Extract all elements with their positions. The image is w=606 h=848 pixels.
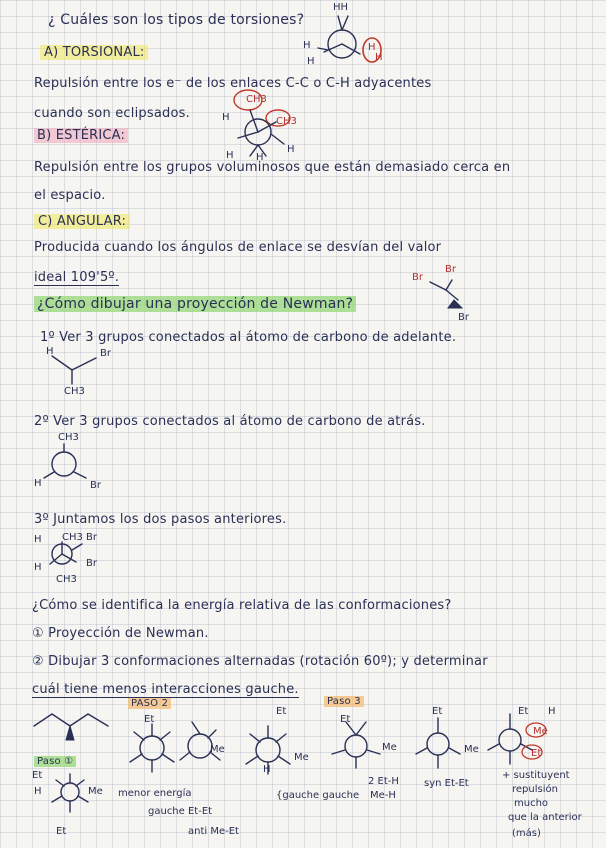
newman-torsional-bottom-left-label: H xyxy=(307,56,315,67)
paso2-h: H xyxy=(263,764,271,775)
angular-text-1: Producida cuando los ángulos de enlace se desvían del valor xyxy=(34,240,442,255)
angular-br-1: Br xyxy=(412,272,423,283)
newman-torsional-diagram xyxy=(310,14,390,74)
label-menor-energia: menor energía xyxy=(118,788,192,799)
esterica-h-left: H xyxy=(222,112,230,123)
step3-ch3: CH3 xyxy=(56,574,77,585)
energy-question: ¿Cómo se identifica la energía relativa de las conformaciones? xyxy=(32,598,452,613)
paso2-et-2: Et xyxy=(276,706,287,717)
step1-ch3: CH3 xyxy=(64,386,85,397)
label-gauche-etet: gauche Et-Et xyxy=(148,806,213,817)
angular-heading: C) ANGULAR: xyxy=(34,214,130,229)
newman-row-diagrams xyxy=(40,710,560,820)
paso3-me: Me xyxy=(382,742,397,753)
page-title: ¿ Cuáles son los tipos de torsiones? xyxy=(48,12,305,28)
label-gauche-gauche: {gauche gauche xyxy=(276,790,360,801)
newman-torsional-h1: H xyxy=(368,42,376,53)
paso1-et-bottom: Et xyxy=(56,826,67,837)
syn-me: Me xyxy=(464,744,479,755)
paso-3-label: Paso 3 xyxy=(324,696,364,707)
esterica-h-bottom: H xyxy=(256,152,264,163)
step3-br: Br xyxy=(86,558,97,569)
angular-br-2: Br xyxy=(445,264,456,275)
step1-text: 1º Ver 3 grupos conectados al átomo de carbono de adelante. xyxy=(40,330,457,345)
item-1: ① Proyección de Newman. xyxy=(32,626,209,641)
last-me-red: Me xyxy=(533,726,548,737)
paso-2-label: PASO 2 xyxy=(128,698,171,709)
newman-question: ¿Cómo dibujar una proyección de Newman? xyxy=(34,296,356,312)
last-h: H xyxy=(548,706,556,717)
esterica-h-bottom-right: H xyxy=(287,144,295,155)
step3-h2: H xyxy=(34,562,42,573)
label-me-h: Me-H xyxy=(370,790,396,801)
label-syn: syn Et-Et xyxy=(424,778,469,789)
label-anti: anti Me-Et xyxy=(188,826,239,837)
note-1: + sustituyent xyxy=(502,770,570,781)
last-et-red: Et xyxy=(531,748,542,759)
paso2-me-2: Me xyxy=(294,752,309,763)
angular-ring-diagram xyxy=(424,276,474,312)
torsional-text-1: Repulsión entre los e⁻ de los enlaces C-C o C-H adyacentes xyxy=(34,76,432,91)
esterica-ch3-top: CH3 xyxy=(246,94,267,105)
newman-torsional-top-label: HH xyxy=(333,2,349,13)
note-4: que la anterior xyxy=(508,812,582,823)
esterica-ch3-right: CH3 xyxy=(276,116,297,127)
esterica-h-bottom-left: H xyxy=(226,150,234,161)
item-2b: cuál tiene menos interacciones gauche. xyxy=(32,682,299,697)
note-5: (más) xyxy=(512,828,541,839)
step3-h1: H xyxy=(34,534,42,545)
label-2-eth: 2 Et-H xyxy=(368,776,399,787)
step2-text: 2º Ver 3 grupos conectados al átomo de carbono de atrás. xyxy=(34,414,426,429)
newman-torsional-left-label: H xyxy=(303,40,311,51)
paso1-et-top: Et xyxy=(32,770,43,781)
newman-torsional-h2: H xyxy=(375,52,383,63)
torsional-text-2: cuando son eclipsados. xyxy=(34,106,190,121)
paso1-h-left: H xyxy=(34,786,42,797)
last-et: Et xyxy=(518,706,529,717)
torsional-heading: A) TORSIONAL: xyxy=(40,45,148,60)
step2-br: Br xyxy=(90,480,101,491)
esterica-text-1: Repulsión entre los grupos voluminosos que están demasiado cerca en xyxy=(34,160,511,175)
step2-h: H xyxy=(34,478,42,489)
note-2: repulsión xyxy=(512,784,558,795)
paso2-me-1: Me xyxy=(210,744,225,755)
item-2: ② Dibujar 3 conformaciones alternadas (rotación 60º); y determinar xyxy=(32,654,488,669)
step3-ch3-br: CH3 Br xyxy=(62,532,98,543)
syn-et: Et xyxy=(432,706,443,717)
angular-text-2: ideal 109'5º. xyxy=(34,270,120,285)
step3-text: 3º Juntamos los dos pasos anteriores. xyxy=(34,512,287,527)
paso3-et: Et xyxy=(340,714,351,725)
step1-h: H xyxy=(46,346,54,357)
note-3: mucho xyxy=(514,798,549,809)
paso2-et-1: Et xyxy=(144,714,155,725)
step2-diagram xyxy=(40,442,100,482)
step2-ch3: CH3 xyxy=(58,432,79,443)
esterica-text-2: el espacio. xyxy=(34,188,106,203)
angular-br-3: Br xyxy=(458,312,469,323)
paso-1-label: Paso ① xyxy=(34,756,76,767)
paso1-me: Me xyxy=(88,786,103,797)
step1-br: Br xyxy=(100,348,111,359)
esterica-heading: B) ESTÉRICA: xyxy=(34,128,128,143)
